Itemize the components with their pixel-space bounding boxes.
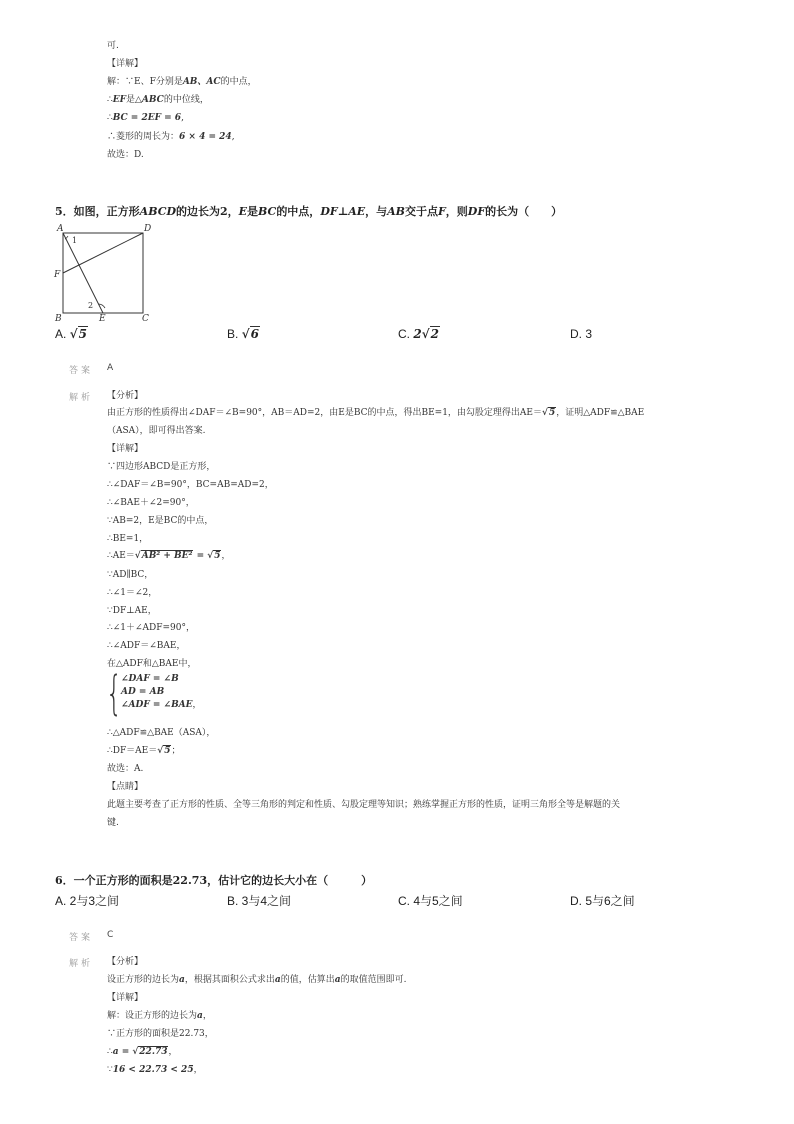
answer-value: A	[107, 363, 114, 373]
analysis-label: 解析	[69, 393, 94, 403]
question-6-stem: 6．一个正方形的面积是22.73，估计它的边长大小在（ ）	[55, 874, 373, 887]
text-line: 解：∵E、F分别是AB、AC的中点，	[107, 77, 257, 87]
text-line: ∵AB=2，E是BC的中点，	[107, 516, 214, 526]
text-line: 故选：A.	[107, 764, 144, 774]
text-line: ∵AD∥BC，	[107, 570, 154, 580]
label-f: F	[54, 270, 61, 280]
text-line: ∴DF＝AE＝√5；	[107, 746, 181, 756]
text-line: ∵DF⊥AE，	[107, 606, 157, 616]
section-heading: 【详解】	[107, 444, 144, 454]
text-line: ∴EF是△ABC的中位线，	[107, 95, 209, 105]
option-c[interactable]: C. 2√2	[398, 327, 439, 341]
label-c: C	[142, 314, 149, 324]
section-heading: 【点睛】	[107, 782, 144, 792]
text-line: 此题主要考查了正方形的性质、全等三角形的判定和性质、勾股定理等知识；熟练掌握正方形的性质，证明三角形全等是解题的关	[107, 800, 621, 810]
text-line: ∴∠BAE＋∠2=90°，	[107, 498, 195, 508]
option-d[interactable]: D. 3	[570, 327, 593, 341]
answer-value: C	[107, 930, 114, 940]
analysis-label: 解析	[69, 959, 94, 969]
option-b[interactable]: B. 3与4之间	[227, 894, 292, 908]
label-b: B	[55, 314, 62, 324]
text-line: ∴∠DAF＝∠B=90°，BC=AB=AD=2，	[107, 480, 274, 490]
answer-label: 答案	[69, 933, 94, 943]
label-angle-2: 2	[88, 301, 94, 310]
text-line: ∴∠1＋∠ADF=90°，	[107, 623, 195, 633]
text-line: 在△ADF和△BAE中，	[107, 659, 197, 669]
section-heading: 【分析】	[107, 391, 144, 401]
option-a[interactable]: A. 2与3之间	[55, 894, 120, 908]
option-c[interactable]: C. 4与5之间	[398, 894, 463, 908]
system-line-2: AD = AB	[121, 687, 165, 697]
text-line: ∴△ADF≌△BAE（ASA），	[107, 728, 216, 738]
text-line: ∴AE＝√AB² + BE² = √5，	[107, 551, 231, 561]
question-5-stem: 5．如图，正方形ABCD的边长为2，E是BC的中点，DF⊥AE，与AB交于点F，则DF的长为（ ）	[55, 205, 563, 218]
text-line: ∴菱形的周长为：6 × 4 = 24,	[107, 132, 235, 142]
text-line: ∵四边形ABCD是正方形，	[107, 462, 216, 472]
label-a: A	[57, 224, 64, 234]
section-heading: 【分析】	[107, 957, 144, 967]
text-line: ∴∠ADF＝∠BAE，	[107, 641, 186, 651]
system-line-3: ∠ADF = ∠BAE，	[121, 700, 202, 710]
option-d[interactable]: D. 5与6之间	[570, 894, 635, 908]
text-line: ∴BC = 2EF = 6,	[107, 113, 184, 123]
option-a[interactable]: A. √5	[55, 327, 87, 341]
label-d: D	[144, 224, 152, 234]
option-b[interactable]: B. √6	[227, 327, 259, 341]
section-heading: 【详解】	[107, 59, 144, 69]
system-brace: {	[106, 666, 123, 720]
text-line: ∵16 < 22.73 < 25，	[107, 1065, 203, 1075]
answer-label: 答案	[69, 366, 94, 376]
text-line: 设正方形的边长为a，根据其面积公式求出a的值，估算出a的取值范围即可.	[107, 975, 407, 985]
text-line: ∴BE=1，	[107, 534, 149, 544]
text-line: （ASA），即可得出答案.	[107, 426, 206, 436]
text-line: ∴∠1＝∠2，	[107, 588, 158, 598]
label-e: E	[99, 314, 106, 324]
segment-ae	[63, 233, 103, 313]
section-heading: 【详解】	[107, 993, 144, 1003]
text-line: 故选：D.	[107, 150, 144, 160]
square-figure	[50, 220, 160, 324]
text-line: 键.	[107, 818, 119, 828]
system-line-1: ∠DAF = ∠B	[121, 674, 179, 684]
label-angle-1: 1	[72, 236, 78, 245]
text-line: 解：设正方形的边长为a，	[107, 1011, 212, 1021]
text-line: ∴a = √22.73，	[107, 1047, 178, 1057]
text-line: 由正方形的性质得出∠DAF＝∠B=90°，AB＝AD=2，由E是BC的中点，得出BE=1，由勾股定理得出AE＝√5，证明△ADF≌△BAE	[107, 408, 645, 418]
text-line: ∵正方形的面积是22.73，	[107, 1029, 214, 1039]
square-abcd	[63, 233, 143, 313]
text-line: 可.	[107, 41, 119, 51]
